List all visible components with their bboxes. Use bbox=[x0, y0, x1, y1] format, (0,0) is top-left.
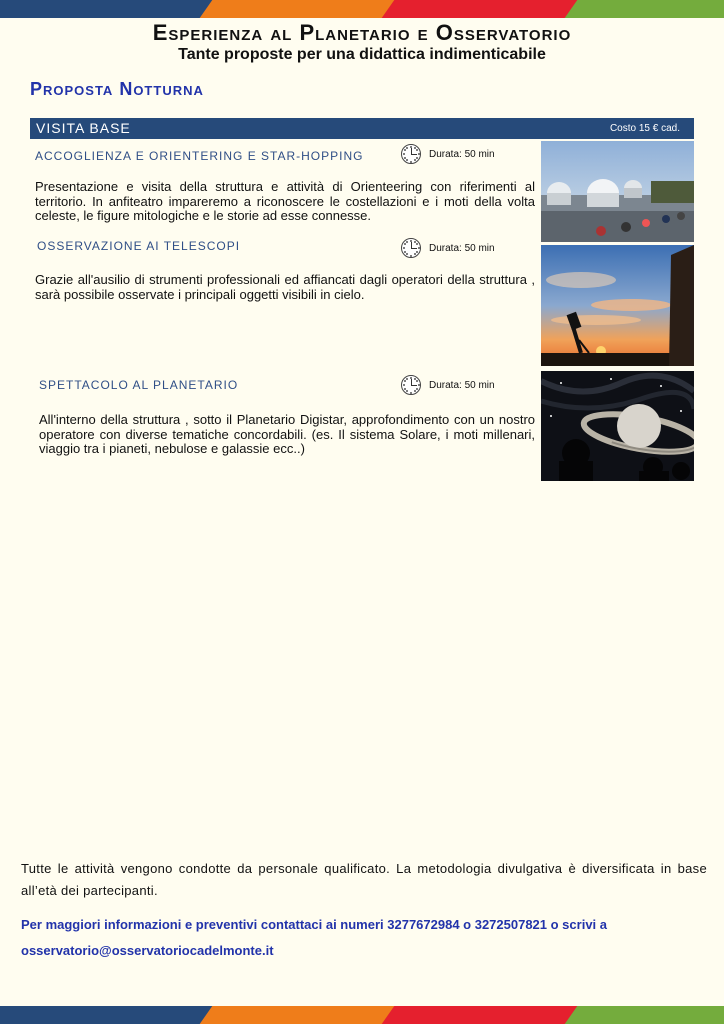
visit-bar-label: VISITA BASE bbox=[36, 120, 131, 136]
page-title: Esperienza al Planetario e Osservatorio bbox=[152, 20, 572, 45]
top-color-band bbox=[0, 0, 724, 18]
activity-description: Presentazione e visita della struttura e attività di Orienteering con riferimenti al territorio. In anfiteatro impareremo a riconoscere le costellazioni e i moti della volta celeste, le figure mitologiche e le storie ad esse connesse. bbox=[35, 179, 535, 223]
duration bbox=[401, 238, 495, 258]
activity-title: ACCOGLIENZA E ORIENTERING E STAR-HOPPING bbox=[35, 149, 364, 163]
contact-text: Per maggiori informazioni e preventivi contattaci ai numeri 3277672984 o 3272507821 o scrivi a bbox=[21, 917, 607, 932]
activity-title: OSSERVAZIONE AI TELESCOPI bbox=[37, 239, 241, 253]
duration-text: Durata: 50 min bbox=[429, 148, 495, 160]
duration-text: Durata: 50 min bbox=[429, 242, 495, 254]
section-title: Proposta Notturna bbox=[30, 79, 204, 99]
clock-icon bbox=[401, 238, 421, 258]
contact-info bbox=[21, 912, 707, 964]
planetarium-saturn-photo bbox=[541, 371, 694, 481]
clock-icon bbox=[401, 144, 421, 164]
visit-bar bbox=[30, 118, 694, 139]
price-label: Costo 15 € cad. bbox=[609, 123, 680, 134]
activity-description: All'interno della struttura , sotto il Planetario Digistar, approfondimento con un nostro operatore con diverse tematiche concordabili. (es. Il sistema Solare, i moti millenari, viaggio tra i pianeti, nebulose e galassie ecc..) bbox=[39, 412, 535, 456]
bottom-color-band bbox=[0, 1006, 724, 1024]
duration-text: Durata: 50 min bbox=[429, 379, 495, 391]
contact-email[interactable]: osservatorio@osservatoriocadelmonte.it bbox=[21, 943, 274, 958]
duration bbox=[401, 375, 495, 395]
observatory-domes-photo bbox=[541, 141, 694, 242]
duration bbox=[401, 144, 495, 164]
activity-title: SPETTACOLO AL PLANETARIO bbox=[39, 378, 239, 392]
clock-icon bbox=[401, 375, 421, 395]
telescope-sunset-photo bbox=[541, 245, 694, 366]
footer-note: Tutte le attività vengono condotte da personale qualificato. La metodologia divulgativa è diversificata in base all’età dei partecipanti. bbox=[21, 861, 707, 898]
page-subtitle: Tante proposte per una didattica indimenticabile bbox=[178, 46, 546, 63]
activity-description: Grazie all'ausilio di strumenti professionali ed affiancati dagli operatori della struttura , sarà possibile osservate i principali oggetti visibili in cielo. bbox=[35, 272, 535, 302]
